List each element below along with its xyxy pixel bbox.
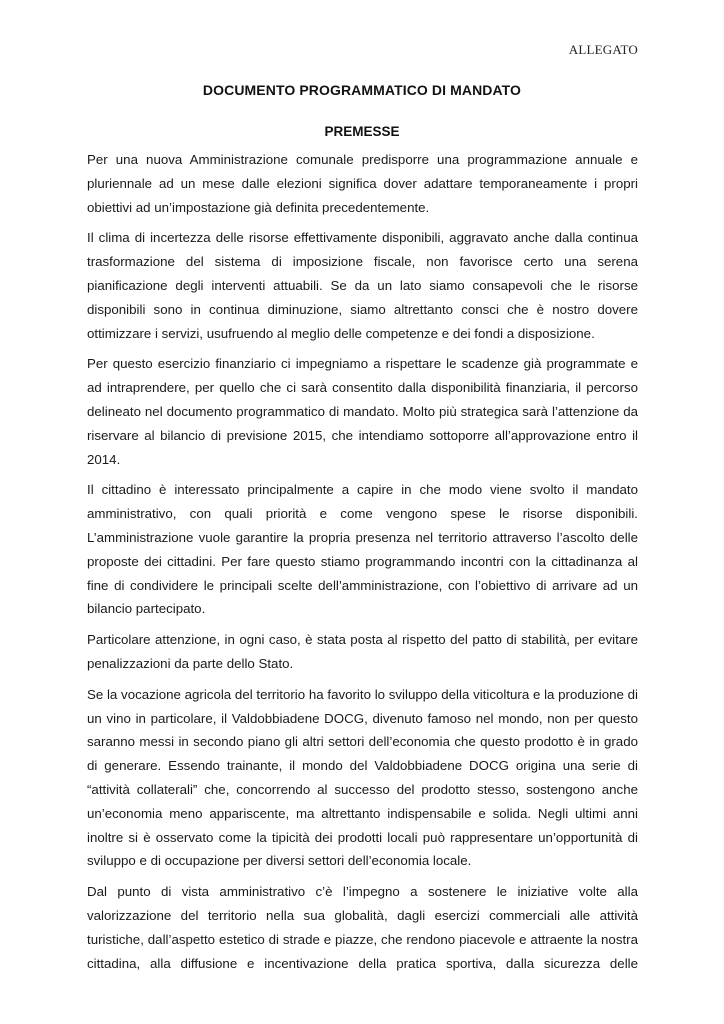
paragraph-4: Il cittadino è interessato principalmente a capire in che modo viene svolto il mandato amministrativo, con quali priorità e come vengono spese le risorse disponibili. L’amministrazione vuole garantire la propria presenza nel territorio attraverso l’ascolto delle proposte dei cittadini. Per fare questo stiamo programmando incontri con la cittadinanza al fine di condividere le principali scelte dell’amministrazione, con l’obiettivo di arrivare ad un bilancio partecipato. [87,482,638,617]
paragraph-7: Dal punto di vista amministrativo c’è l’impegno a sostenere le iniziative volte alla valorizzazione del territorio nella sua globalità, dagli esercizi commerciali alle attività turistiche, dall’aspetto estetico di strade e piazze, che rendono piacevole e attraente la nostra cittadina, alla diffusione e incentivazione della pratica sportiva, dalla sicurezza delle [87,884,638,971]
paragraph-6: Se la vocazione agricola del territorio ha favorito lo sviluppo della viticoltura e la produzione di un vino in particolare, il Valdobbiadene DOCG, divenuto famoso nel mondo, non per questo saranno messi in secondo piano gli altri settori dell’economia che questo prodotto è in grado di generare. Essendo trainante, il mondo del Valdobbiadene DOCG origina una serie di “attività collaterali” che, concorrendo al successo del prodotto stesso, sostengono anche un’economia meno appariscente, ma altrettanto indispensabile e solida. Negli ultimi anni inoltre si è osservato come la tipicità dei prodotti locali può rappresentare un’opportunità di sviluppo e di occupazione per diversi settori dell’economia locale. [87,686,638,869]
paragraph-5: Particolare attenzione, in ogni caso, è stata posta al rispetto del patto di stabilità, per evitare penalizzazioni da parte dello Stato. [87,632,638,671]
allegato-label: ALLEGATO [568,42,638,57]
paragraph-2: Il clima di incertezza delle risorse effettivamente disponibili, aggravato anche dalla continua trasformazione del sistema di imposizione fiscale, non favorisce certo una serena pianificazione degli interventi attuabili. Se da un lato siamo consapevoli che le risorse disponibili sono in continua diminuzione, siamo altrettanto consci che è nostro dovere ottimizzare i servizi, usufruendo al meglio delle competenze e dei fondi a disposizione. [87,230,638,341]
document-title: DOCUMENTO PROGRAMMATICO DI MANDATO [202,82,522,98]
section-title-premesse: PREMESSE [324,124,400,139]
document-body [87,148,638,982]
paragraph-3: Per questo esercizio finanziario ci impegniamo a rispettare le scadenze già programmate e ad intraprendere, per quello che ci sarà consentito dalla disponibilità finanziaria, il percorso delineato nel documento programmatico di mandato. Molto più strategica sarà l’attenzione da riservare al bilancio di previsione 2015, che intendiamo sottoporre all’approvazione entro il 2014. [87,356,638,467]
paragraph-1: Per una nuova Amministrazione comunale predisporre una programmazione annuale e pluriennale ad un mese dalle elezioni significa dover adattare temporaneamente i propri obiettivi ad un’impostazione già definita precedentemente. [87,152,638,215]
